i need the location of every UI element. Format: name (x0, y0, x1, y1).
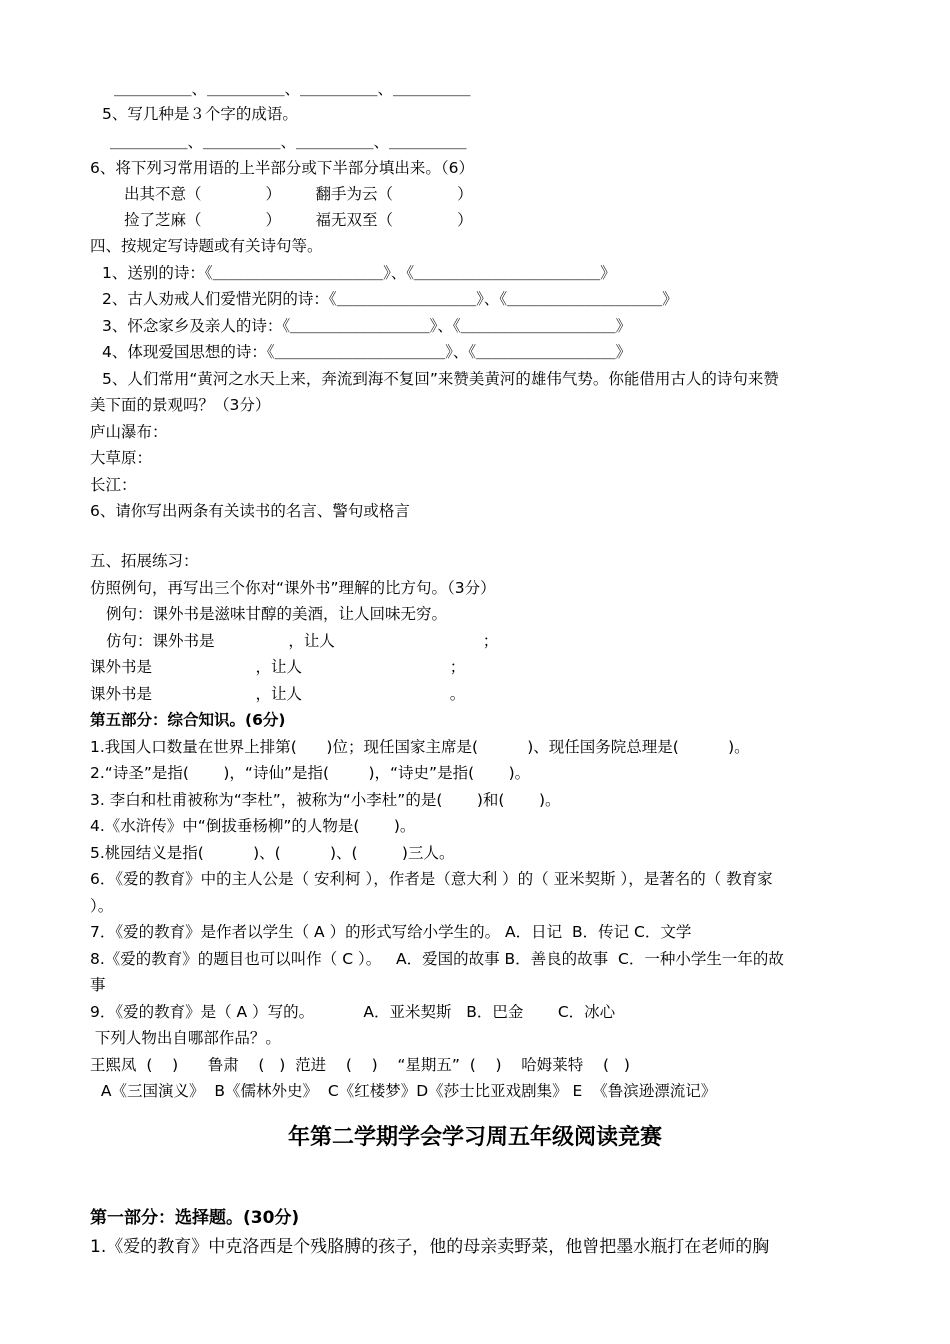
knowledge-question-6-line-2: ）。 (90, 897, 114, 915)
poem-question-3: 3、怀念家乡及亲人的诗：《＿＿＿＿＿＿＿＿＿》、《＿＿＿＿＿＿＿＿＿＿》 (102, 317, 632, 335)
yangtze-label: 长江： (90, 476, 137, 494)
knowledge-question-3: 3. 李白和杜甫被称为“李杜”，被称为“小李杜”的是( )和( )。 (90, 791, 561, 809)
poem-question-4: 4、体现爱国思想的诗：《＿＿＿＿＿＿＿＿＿＿＿》、《＿＿＿＿＿＿＿＿＿》 (102, 343, 632, 361)
knowledge-question-6-line-1: 6．《爱的教育》中的主人公是（ 安利柯 ），作者是（意大利 ）的（ 亚米契斯 ），是著名的（ 教育家 (90, 870, 773, 888)
imitation-line-3: 课外书是 ，让人 。 (90, 685, 466, 703)
imitation-line-2: 课外书是 ，让人 ； (90, 658, 466, 676)
question-6: 6、将下列习常用语的上半部分或下半部分填出来。（6） (90, 159, 474, 177)
question-5: 5、写几种是３个字的成语。 (102, 105, 298, 123)
extension-intro: 仿照例句，再写出三个你对“课外书”理解的比方句。（3分） (90, 579, 496, 597)
knowledge-question-1: 1.我国人口数量在世界上排第( )位；现任国家主席是( )、现任国务院总理是( )。 (90, 738, 750, 756)
part-1-heading: 第一部分：选择题。(30分) (90, 1208, 300, 1228)
poem-question-2: 2、古人劝戒人们爱惜光阴的诗：《＿＿＿＿＿＿＿＿＿》、《＿＿＿＿＿＿＿＿＿＿》 (102, 290, 678, 308)
works-characters: 王熙凤 ( ) 鲁肃 ( ) 范进 ( ) “星期五” ( ) 哈姆莱特 ( ) (90, 1056, 630, 1074)
section-5-heading: 五、拓展练习： (90, 552, 199, 570)
part-5-heading: 第五部分：综合知识。(6分) (90, 711, 286, 729)
poem-question-5-line-1: 5、人们常用“黄河之水天上来，奔流到海不复回”来赞美黄河的雄伟气势。你能借用古人的诗句来赞 (102, 370, 779, 388)
q6-row-2: 捡了芝麻（ ） 福无双至（ ） (124, 211, 473, 229)
exam-title: 年第二学期学会学习周五年级阅读竞赛 (287, 1125, 662, 1150)
imitation-sentence: 仿句：课外书是 ，让人 ； (106, 632, 499, 650)
knowledge-question-2: 2.“诗圣”是指( )，“诗仙”是指( )，“诗史”是指( )。 (90, 764, 531, 782)
q4-answer-blanks: ＿＿＿＿＿、＿＿＿＿＿、＿＿＿＿＿、＿＿＿＿＿ (114, 80, 471, 98)
choice-question-1: 1.《爱的教育》中克洛西是个残胳膊的孩子，他的母亲卖野菜，他曾把墨水瓶打在老师的胸 (90, 1237, 770, 1257)
knowledge-question-8-line-2: 事 (90, 976, 106, 994)
knowledge-question-7: 7．《爱的教育》是作者以学生（ A ）的形式写给小学生的。 A．日记 B．传记 C．文学 (90, 923, 692, 941)
knowledge-question-5: 5.桃园结义是指( )、( )、( )三人。 (90, 844, 455, 862)
knowledge-question-4: 4.《水浒传》中“倒拔垂杨柳”的人物是( )。 (90, 817, 416, 835)
example-sentence: 例句：课外书是滋味甘醇的美酒，让人回味无穷。 (106, 605, 448, 623)
section-4-heading: 四、按规定写诗题或有关诗句等。 (90, 237, 323, 255)
poem-question-6: 6、请你写出两条有关读书的名言、警句或格言 (90, 502, 410, 520)
grassland-label: 大草原： (90, 449, 153, 467)
poem-question-1: 1、送别的诗：《＿＿＿＿＿＿＿＿＿＿＿》、《＿＿＿＿＿＿＿＿＿＿＿＿》 (102, 264, 616, 282)
knowledge-question-8-line-1: 8.《爱的教育》的题目也可以叫作（ C ）。 A．爱国的故事 B．善良的故事 C．一种小学生一年的故 (90, 950, 784, 968)
poem-question-5-line-2: 美下面的景观吗？（3分） (90, 396, 271, 414)
works-options: A《三国演义》 B《儒林外史》 C《红楼梦》D《莎士比亚戏剧集》 E 《鲁滨逊漂流记》 (96, 1082, 717, 1100)
lushan-waterfall-label: 庐山瀑布： (90, 423, 168, 441)
q5-answer-blanks: ＿＿＿＿＿、＿＿＿＿＿、＿＿＿＿＿、＿＿＿＿＿ (110, 133, 467, 151)
works-question: 下列人物出自哪部作品？。 (90, 1029, 281, 1047)
knowledge-question-9: 9．《爱的教育》是（ A ）写的。 A．亚米契斯 B．巴金 C．冰心 (90, 1003, 616, 1021)
q6-row-1: 出其不意（ ） 翻手为云（ ） (124, 185, 473, 203)
